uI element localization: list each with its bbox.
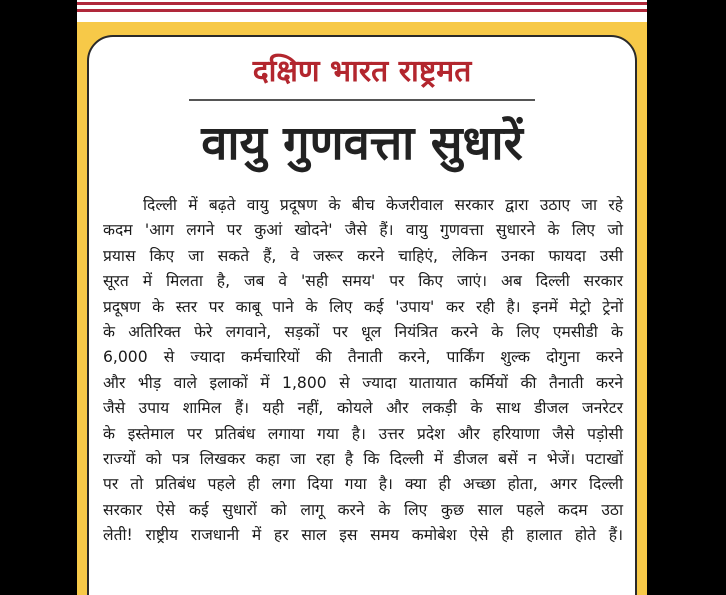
newspaper-page bbox=[77, 0, 647, 595]
body-line: के अतिरिक्त फेरे लगवाने, सड़कों पर धूल नियंत्रित करने के लिए एमसीडी के bbox=[103, 323, 623, 342]
masthead: दक्षिण भारत राष्ट्रमत bbox=[252, 54, 472, 89]
body-line: सूरत में मिलता है, जब वे 'सही समय' पर किए जाएं। अब दिल्ली सरकार bbox=[103, 272, 623, 291]
masthead-divider bbox=[189, 99, 535, 101]
article-body bbox=[103, 193, 623, 549]
body-line: पर तो प्रतिबंध पहले ही लगा दिया गया है। क्या ही अच्छा होता, अगर दिल्ली bbox=[103, 475, 623, 494]
headline: वायु गुणवत्ता सुधारें bbox=[201, 116, 523, 171]
body-line: 6,000 से ज्यादा कर्मचारियों की तैनाती करने, पार्किंग शुल्क दोगुना करने bbox=[103, 348, 623, 367]
top-rule-second bbox=[77, 9, 647, 12]
body-line: के इस्तेमाल पर प्रतिबंध लगाया गया है। उत्तर प्रदेश और हरियाणा जैसे पड़ोसी bbox=[103, 424, 623, 443]
editorial-card bbox=[87, 35, 637, 595]
body-line: दिल्ली में बढ़ते वायु प्रदूषण के बीच केजरीवाल सरकार द्वारा उठाए जा रहे bbox=[143, 196, 623, 214]
body-line: कदम 'आग लगने पर कुआं खोदने' जैसे हैं। वायु गुणवत्ता सुधारने के लिए जो bbox=[103, 221, 623, 240]
body-line: जैसे उपाय शामिल हैं। यही नहीं, कोयले और लकड़ी के साथ डीजल जनरेटर bbox=[103, 399, 623, 418]
body-line: सरकार ऐसे कई सुधारों को लागू करने के लिए कुछ साल पहले कदम उठा bbox=[103, 500, 623, 519]
body-line: राज्यों को पत्र लिखकर कहा जा रहा है कि दिल्ली में डीजल बसें न भेजें। पटाखों bbox=[103, 450, 623, 469]
body-line: और भीड़ वाले इलाकों में 1,800 से ज्यादा यातायात कर्मियों की तैनाती करने bbox=[103, 373, 623, 392]
top-strip bbox=[77, 0, 647, 22]
body-line: प्रयास किए जा सकते हैं, वे जरूर करने चाहिएं, लेकिन उनका फायदा उसी bbox=[103, 246, 623, 265]
top-rule bbox=[77, 2, 647, 5]
body-line: प्रदूषण के स्तर पर काबू पाने के लिए कई 'उपाय' कर रही है। इनमें मेट्रो ट्रेनों bbox=[103, 297, 623, 316]
body-line: लेती! राष्ट्रीय राजधानी में हर साल इस समय कमोबेश ऐसे ही हालात होते हैं। bbox=[103, 526, 623, 545]
